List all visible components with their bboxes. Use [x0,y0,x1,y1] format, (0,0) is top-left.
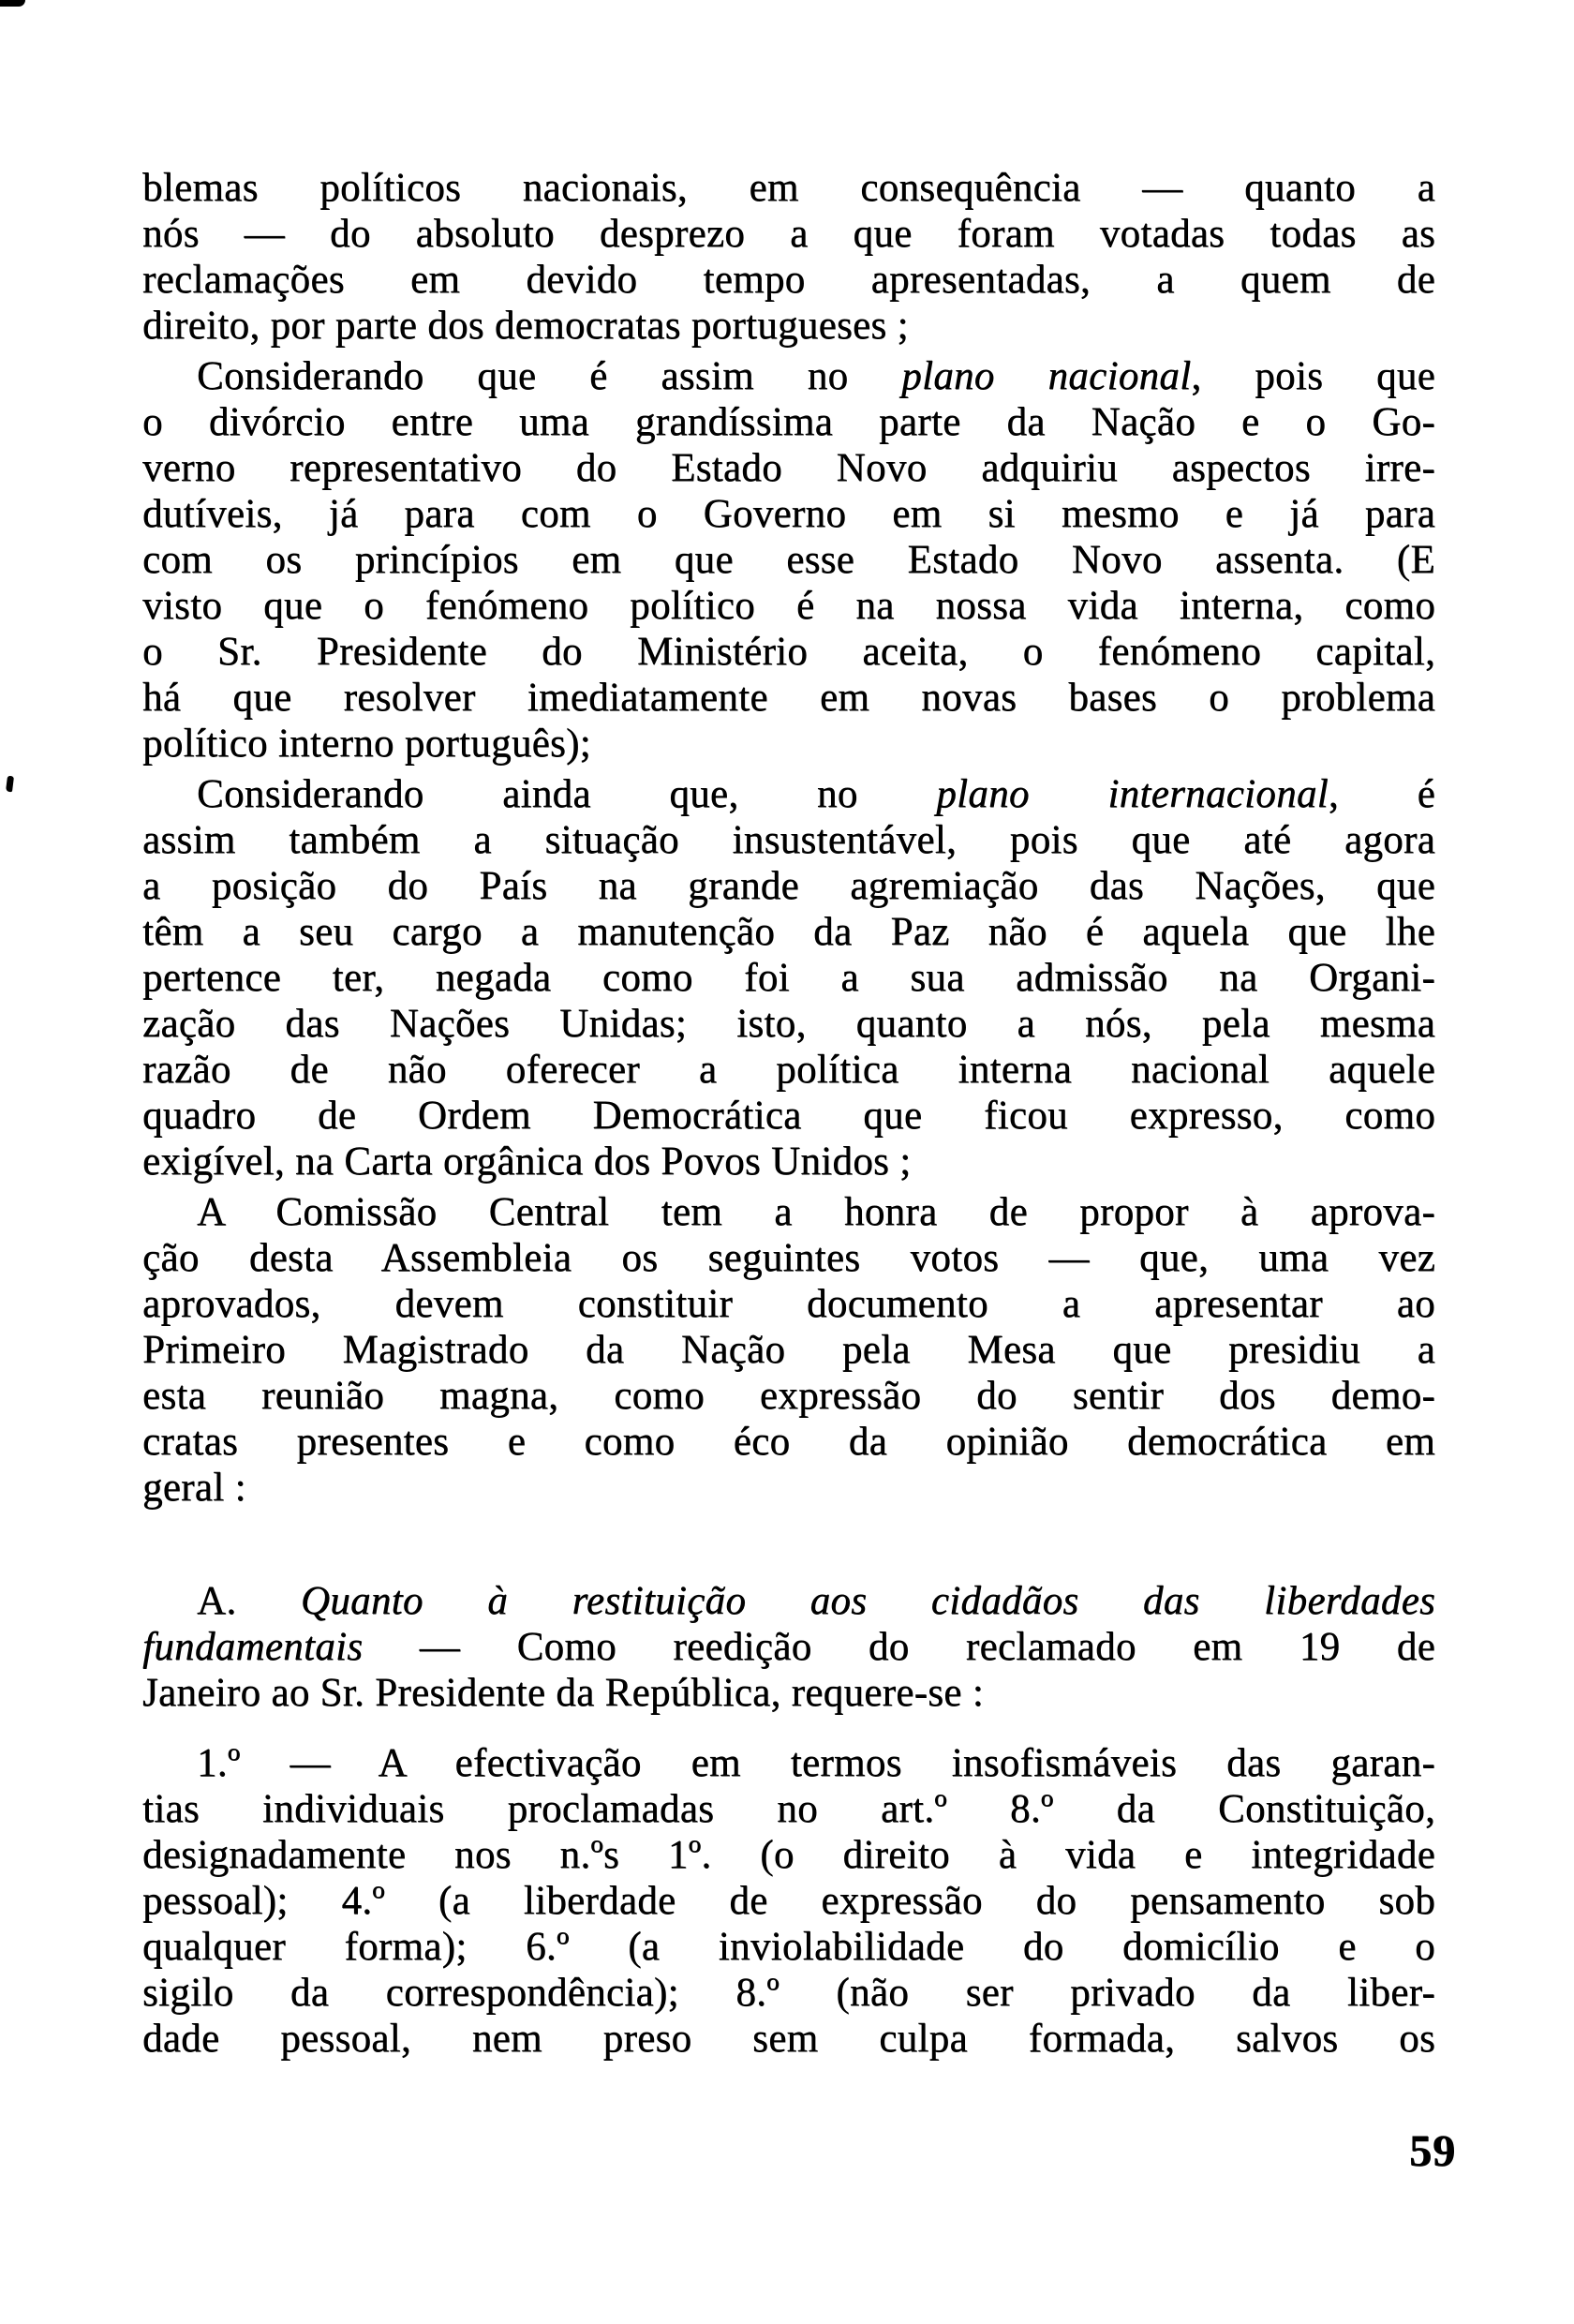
text-line: verno representativo do Estado Novo adquiriu aspectos irre- [142,446,1435,490]
text-line: zação das Nações Unidas; isto, quanto a nós, pela mesma [142,1002,1435,1046]
text-line: o divórcio entre uma grandíssima parte da Nação e o Go- [142,400,1435,444]
text-line: direito, por parte dos democratas portugueses ; [142,304,909,348]
paragraph-1 [142,165,1435,349]
text-line: Considerando que é assim no plano nacional, pois que [197,354,1435,398]
text-line: A Comissão Central tem a honra de propor à aprova- [197,1190,1435,1234]
text-line: assim também a situação insustentável, pois que até agora [142,818,1435,862]
text-line: pessoal); 4.º (a liberdade de expressão do pensamento sob [142,1879,1435,1923]
scan-artifact-margin-speck [6,776,14,793]
text-line: tias individuais proclamadas no art.º 8.º da Constituição, [142,1787,1435,1831]
text-line: dade pessoal, nem preso sem culpa formada, salvos os [142,2017,1435,2061]
text-line: quadro de Ordem Democrática que ficou expresso, como [142,1094,1435,1138]
text-line: ção desta Assembleia os seguintes votos — que, uma vez [142,1236,1435,1280]
text-line: fundamentais — Como reedição do reclamado em 19 de [142,1625,1435,1669]
text-line: exigível, na Carta orgânica dos Povos Unidos ; [142,1140,912,1184]
paragraph-3 [142,771,1435,1184]
text-line: reclamações em devido tempo apresentadas, a quem de [142,258,1435,302]
scan-artifact-corner [0,0,25,7]
text-line: 1.º — A efectivação em termos insofismáveis das garan- [197,1741,1435,1785]
text-line: blemas políticos nacionais, em consequência — quanto a [142,166,1435,210]
text-line: Considerando ainda que, no plano internacional, é [197,772,1435,816]
text-line: qualquer forma); 6.º (a inviolabilidade do domicílio e o [142,1925,1435,1969]
text-line: designadamente nos n.ºs 1º. (o direito à vida e integridade [142,1833,1435,1877]
paragraph-4 [142,1189,1435,1511]
text-line: o Sr. Presidente do Ministério aceita, o fenómeno capital, [142,630,1435,674]
paragraph-6-item-1 [142,1740,1435,2062]
text-line: têm a seu cargo a manutenção da Paz não é aquela que lhe [142,910,1435,954]
text-line: há que resolver imediatamente em novas bases o problema [142,676,1435,720]
text-line: sigilo da correspondência); 8.º (não ser privado da liber- [142,1971,1435,2015]
text-line: Janeiro ao Sr. Presidente da República, requere-se : [142,1671,984,1715]
text-line: com os princípios em que esse Estado Novo assenta. (E [142,538,1435,582]
paragraph-5-section-a [142,1578,1435,1716]
text-line: aprovados, devem constituir documento a apresentar ao [142,1282,1435,1326]
text-block [142,165,1435,2062]
text-line: dutíveis, já para com o Governo em si mesmo e já para [142,492,1435,536]
text-line: geral : [142,1466,246,1510]
text-line: razão de não oferecer a política interna nacional aquele [142,1048,1435,1092]
text-line: esta reunião magna, como expressão do sentir dos demo- [142,1374,1435,1418]
text-line: A. Quanto à restituição aos cidadãos das liberdades [197,1579,1435,1623]
paragraph-2 [142,353,1435,767]
text-line: cratas presentes e como éco da opinião democrática em [142,1420,1435,1464]
text-line: Primeiro Magistrado da Nação pela Mesa que presidiu a [142,1328,1435,1372]
text-line: nós — do absoluto desprezo a que foram votadas todas as [142,212,1435,256]
text-line: visto que o fenómeno político é na nossa vida interna, como [142,584,1435,628]
page-number: 59 [1409,2126,1456,2176]
text-line: pertence ter, negada como foi a sua admissão na Organi- [142,956,1435,1000]
text-line: a posição do País na grande agremiação das Nações, que [142,864,1435,908]
text-line: político interno português); [142,722,591,766]
